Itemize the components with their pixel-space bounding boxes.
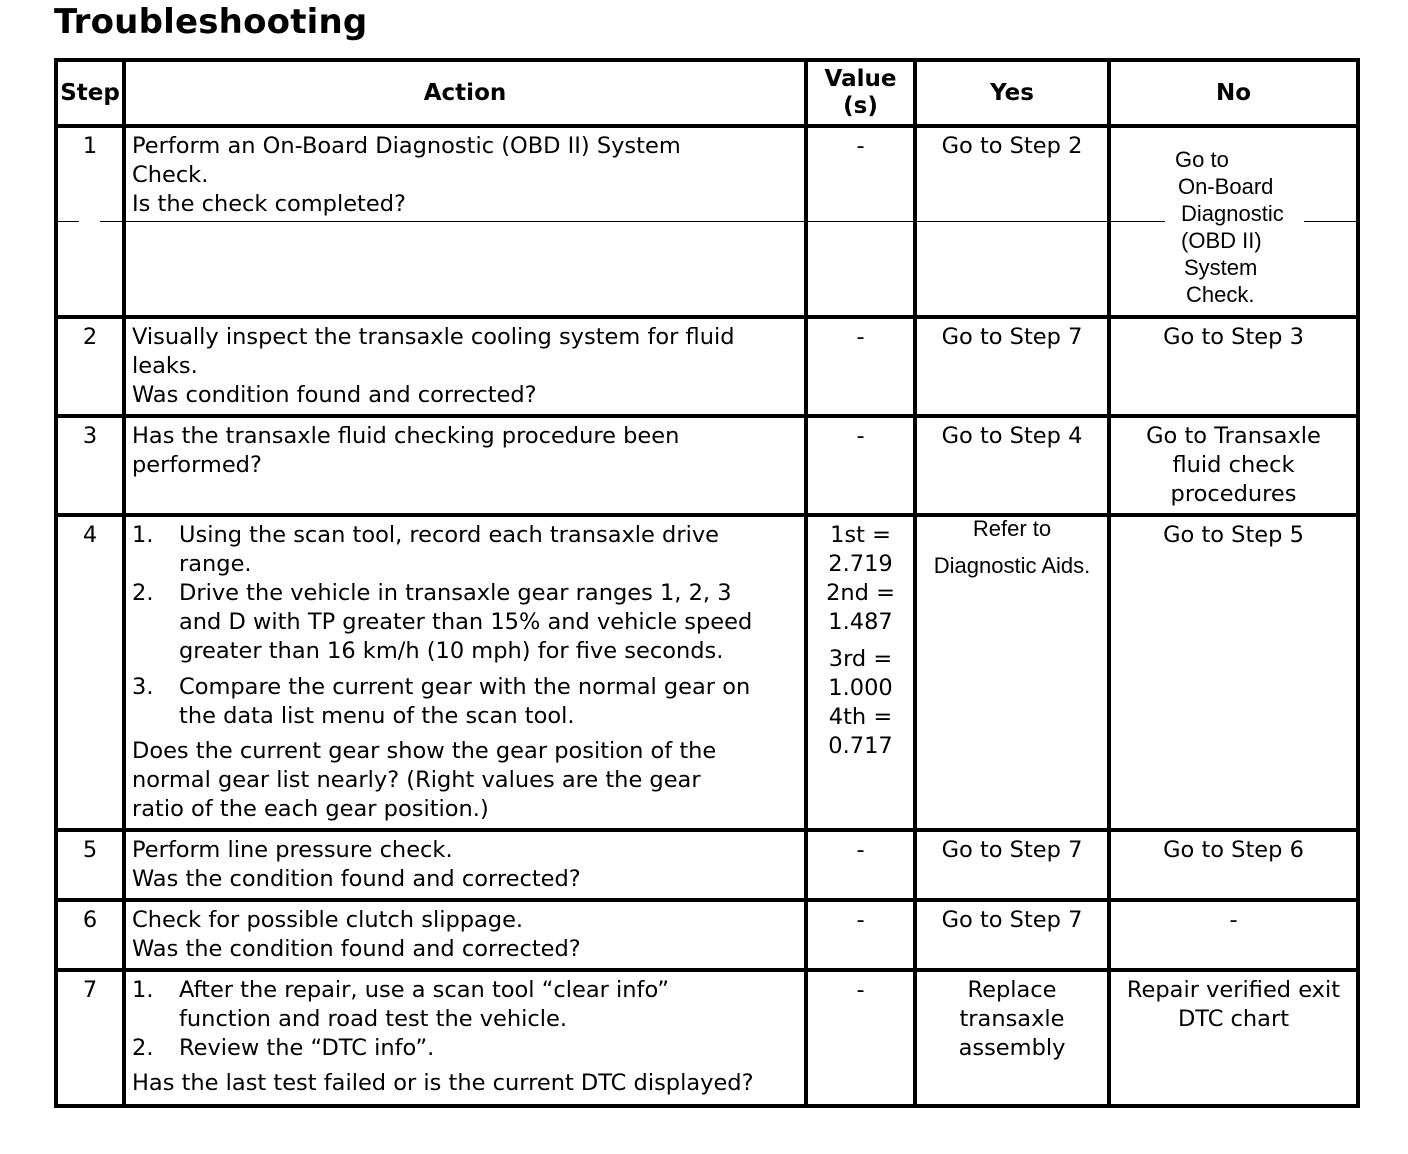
- action-line: Perform line pressure check.: [132, 837, 453, 863]
- no-line: (OBD II): [1181, 228, 1262, 253]
- action-line: Does the current gear show the gear position of the: [132, 738, 717, 764]
- step-number: 5: [56, 830, 124, 900]
- action-line: the data list menu of the scan tool.: [179, 703, 575, 729]
- action-cell: [124, 515, 806, 830]
- action-question: [132, 1069, 798, 1098]
- action-line: range.: [179, 551, 252, 577]
- action-line: greater than 16 km/h (10 mph) for five seconds.: [179, 638, 724, 664]
- value-cell: -: [806, 317, 915, 416]
- no-cell: Go to Step 6: [1109, 830, 1358, 900]
- table-row: [56, 317, 1358, 416]
- action-line: Was condition found and corrected?: [132, 382, 537, 408]
- yes-cell: [915, 515, 1109, 830]
- value-cell: -: [806, 830, 915, 900]
- action-step: [132, 579, 798, 666]
- no-line: Check.: [1186, 282, 1255, 307]
- action-line: Perform an On-Board Diagnostic (OBD II) System: [132, 133, 681, 159]
- no-line: fluid check: [1172, 452, 1295, 478]
- action-question: [132, 737, 798, 824]
- no-line: DTC chart: [1177, 1006, 1290, 1032]
- action-line: leaks.: [132, 353, 198, 379]
- action-step-number: 1.: [132, 977, 154, 1003]
- action-cell: [124, 900, 806, 970]
- troubleshooting-table: [54, 58, 1360, 1108]
- action-line: After the repair, use a scan tool “clear info”: [179, 977, 670, 1003]
- no-cell: Go to Step 5: [1109, 515, 1358, 830]
- action-line: Check for possible clutch slippage.: [132, 907, 524, 933]
- yes-line: Refer to: [972, 516, 1052, 541]
- step-number: 3: [56, 416, 124, 515]
- table-row: [56, 515, 1358, 830]
- action-line: normal gear list nearly? (Right values are the gear: [132, 767, 701, 793]
- value-line: 1st =: [830, 522, 891, 548]
- step-number: 6: [56, 900, 124, 970]
- yes-line: assembly: [958, 1035, 1066, 1061]
- header-value-line: Value: [824, 66, 897, 92]
- value-cell: -: [806, 126, 915, 317]
- action-line: ratio of the each gear position.): [132, 796, 489, 822]
- table-row: [56, 900, 1358, 970]
- action-line: Visually inspect the transaxle cooling system for fluid: [132, 324, 735, 350]
- no-line: Go to: [1175, 147, 1229, 172]
- no-cell-text: [1117, 146, 1350, 308]
- action-cell: [124, 830, 806, 900]
- yes-cell: Go to Step 7: [915, 900, 1109, 970]
- table-row: [56, 830, 1358, 900]
- yes-cell: Go to Step 4: [915, 416, 1109, 515]
- yes-cell: [915, 970, 1109, 1106]
- no-cell: -: [1109, 900, 1358, 970]
- action-step: [132, 521, 798, 579]
- page-title: Troubleshooting: [54, 2, 368, 42]
- step-number: 2: [56, 317, 124, 416]
- header-row: [56, 60, 1358, 126]
- action-step: [132, 1034, 798, 1063]
- action-line: Check.: [132, 162, 209, 188]
- action-line: performed?: [132, 452, 262, 478]
- value-cell: -: [806, 970, 915, 1106]
- divider-line: [1304, 221, 1357, 222]
- step-number: 7: [56, 970, 124, 1106]
- action-line: function and road test the vehicle.: [179, 1006, 568, 1032]
- gear-ratio-values: [814, 521, 907, 761]
- value-line: 4th =: [828, 704, 893, 730]
- no-line: procedures: [1170, 481, 1297, 507]
- action-line: Is the check completed?: [132, 191, 406, 217]
- action-line: Was the condition found and corrected?: [132, 936, 581, 962]
- header-value: [806, 60, 915, 126]
- action-line: Using the scan tool, record each transaxle drive: [179, 522, 719, 548]
- value-line: 1.000: [828, 675, 893, 701]
- no-line: Repair verified exit: [1126, 977, 1341, 1003]
- header-value-unit: (s): [843, 93, 878, 119]
- action-cell: [124, 970, 806, 1106]
- value-line: 3rd =: [828, 646, 893, 672]
- header-step: Step: [56, 60, 124, 126]
- divider-line: [57, 221, 79, 222]
- value-line: 0.717: [828, 733, 893, 759]
- action-step-number: 3.: [132, 674, 154, 700]
- value-line: 2nd =: [826, 580, 895, 606]
- header-action: Action: [124, 60, 806, 126]
- yes-cell: Go to Step 7: [915, 317, 1109, 416]
- action-cell: [124, 317, 806, 416]
- yes-cell: Go to Step 2: [915, 126, 1109, 317]
- header-no: No: [1109, 60, 1358, 126]
- value-line: 1.487: [828, 609, 893, 635]
- value-cell: [806, 515, 915, 830]
- yes-line: Diagnostic Aids.: [933, 553, 1091, 578]
- action-line: and D with TP greater than 15% and vehicle speed: [179, 609, 753, 635]
- no-line: On-Board: [1178, 174, 1274, 199]
- step-number: 4: [56, 515, 124, 830]
- action-steps: [132, 521, 798, 731]
- action-line: Was the condition found and corrected?: [132, 866, 581, 892]
- action-line: Drive the vehicle in transaxle gear ranges 1, 2, 3: [179, 580, 732, 606]
- yes-cell: Go to Step 7: [915, 830, 1109, 900]
- table-row: [56, 970, 1358, 1106]
- yes-cell-text: [923, 515, 1101, 579]
- header-yes: Yes: [915, 60, 1109, 126]
- yes-line: transaxle: [959, 1006, 1065, 1032]
- no-cell: Go to Step 3: [1109, 317, 1358, 416]
- action-step: [132, 976, 798, 1034]
- action-steps: [132, 976, 798, 1063]
- action-step: [132, 673, 798, 731]
- action-line: Has the last test failed or is the current DTC displayed?: [132, 1070, 754, 1096]
- value-line: 2.719: [828, 551, 893, 577]
- action-step-number: 2.: [132, 580, 154, 606]
- action-step-number: 1.: [132, 522, 154, 548]
- action-line: Compare the current gear with the normal gear on: [179, 674, 751, 700]
- no-cell: [1109, 416, 1358, 515]
- action-cell: [124, 416, 806, 515]
- no-line: System: [1184, 255, 1258, 280]
- action-step-number: 2.: [132, 1035, 154, 1061]
- no-cell: [1109, 970, 1358, 1106]
- step-number: 1: [56, 126, 124, 317]
- action-line: Has the transaxle fluid checking procedure been: [132, 423, 680, 449]
- no-line: Diagnostic: [1181, 201, 1284, 226]
- action-line: Review the “DTC info”.: [179, 1035, 435, 1061]
- no-line: Go to Transaxle: [1146, 423, 1321, 449]
- value-cell: -: [806, 416, 915, 515]
- table-row: [56, 416, 1358, 515]
- divider-line: [100, 221, 1165, 222]
- value-cell: -: [806, 900, 915, 970]
- yes-line: Replace: [967, 977, 1057, 1003]
